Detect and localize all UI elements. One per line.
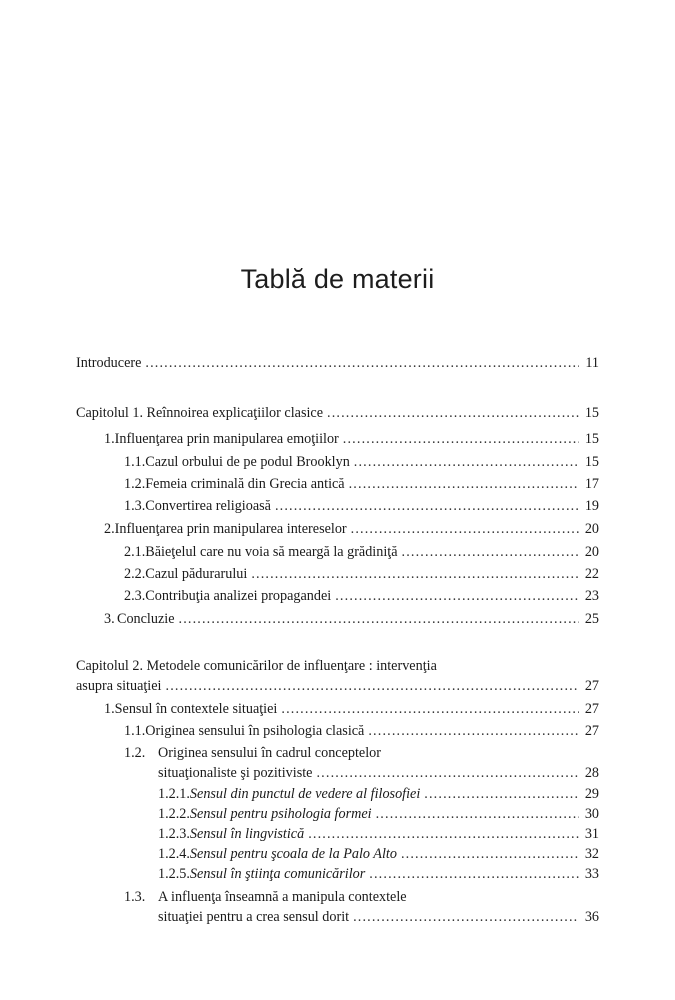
toc-page-number: 15 <box>584 405 599 421</box>
dot-leader <box>402 543 579 561</box>
toc-page-number: 27 <box>584 723 599 739</box>
toc-entry-text: Influenţarea prin manipularea intereselor <box>114 521 347 537</box>
dot-leader <box>281 700 579 718</box>
toc-entry-2-1-1 <box>124 722 599 740</box>
dot-leader <box>275 497 579 515</box>
toc-entry-1-1-1 <box>124 453 599 471</box>
toc-entry-number: 1.2.2. <box>158 806 190 822</box>
toc-page-number: 17 <box>584 476 599 492</box>
toc-entry-text: Originea sensului în psihologia clasică <box>145 723 365 739</box>
toc-page-number: 27 <box>584 701 599 717</box>
toc-entry-number: 3. <box>104 611 115 627</box>
toc-page-number: 15 <box>584 454 599 470</box>
toc-entry-text: Femeia criminală din Grecia antică <box>145 476 345 492</box>
dot-leader <box>343 430 579 448</box>
toc-entry-1-2-3 <box>124 587 599 605</box>
toc-entry-number: 2.1. <box>124 544 146 560</box>
toc-entry-2-1-2-line-1 <box>124 744 599 762</box>
toc-page-number: 31 <box>584 826 599 842</box>
toc-entry-text: situaţionaliste şi pozitiviste <box>158 765 313 781</box>
toc-entry-number: 1.2. <box>124 745 146 761</box>
dot-leader <box>353 908 579 926</box>
toc-entry-number: 1.2. <box>124 476 146 492</box>
toc-entry-number: 2. <box>104 521 115 537</box>
dot-leader <box>327 404 579 422</box>
toc-page-number: 20 <box>584 521 599 537</box>
toc-entry-2-1-2-3 <box>158 825 599 843</box>
toc-entry-text: Sensul pentru psihologia formei <box>189 806 372 822</box>
toc-entry-number: 2.2. <box>124 566 146 582</box>
dot-leader <box>349 475 579 493</box>
toc-entry-1-1-3 <box>124 497 599 515</box>
toc-entry-text: Introducere <box>76 355 142 371</box>
toc-page-number: 27 <box>584 678 599 694</box>
dot-leader <box>145 354 579 372</box>
toc-entry-1-2-2 <box>124 565 599 583</box>
toc-entry-chapter-1 <box>76 404 599 422</box>
toc-entry-2-1-3-line-1 <box>124 888 599 906</box>
toc-page-number: 22 <box>584 566 599 582</box>
toc-page-number: 15 <box>584 431 599 447</box>
toc-entry-number: 1.2.5. <box>158 866 190 882</box>
toc-page-number: 32 <box>584 846 599 862</box>
dot-leader <box>354 453 579 471</box>
toc-entry-text: situaţiei pentru a crea sensul dorit <box>158 909 350 925</box>
toc-entry-text: Convertirea religioasă <box>145 498 271 514</box>
toc-entry-text: Capitolul 1. Reînnoirea explicaţiilor clasice <box>76 405 324 421</box>
dot-leader <box>166 677 580 695</box>
toc-entry-2-1-2 <box>158 764 599 782</box>
toc-entry-1-3 <box>104 610 599 628</box>
toc-entry-number: 1.3. <box>124 498 146 514</box>
dot-leader <box>179 610 579 628</box>
dot-leader <box>369 865 579 883</box>
toc-entry-text: asupra situaţiei <box>76 678 162 694</box>
toc-entry-chapter-2-line-1: Capitolul 2. Metodele comunicărilor de influenţare : intervenţia <box>76 658 437 674</box>
toc-page-number: 33 <box>584 866 599 882</box>
toc-entry-2-1 <box>104 700 599 718</box>
toc-entry-text: Originea sensului în cadrul conceptelor <box>158 745 381 761</box>
toc-entry-number: 1.2.3. <box>158 826 190 842</box>
toc-entry-2-1-2-5 <box>158 865 599 883</box>
toc-page-number: 25 <box>584 611 599 627</box>
dot-leader <box>368 722 579 740</box>
toc-entry-1-1-2 <box>124 475 599 493</box>
page-title: Tablă de materii <box>240 264 435 294</box>
dot-leader <box>401 845 579 863</box>
toc-entry-2-1-2-4 <box>158 845 599 863</box>
toc-page-number: 29 <box>584 786 599 802</box>
toc-entry-2-1-2-2 <box>158 805 599 823</box>
toc-entry-2-1-3 <box>158 908 599 926</box>
toc-entry-chapter-2 <box>76 677 599 695</box>
dot-leader <box>424 785 579 803</box>
toc-page-number: 30 <box>584 806 599 822</box>
toc-entry-text: Băieţelul care nu voia să meargă la grădiniţă <box>145 544 398 560</box>
toc-page-number: 28 <box>584 765 599 781</box>
toc-entry-text: A influenţa înseamnă a manipula contextele <box>158 889 407 905</box>
dot-leader <box>316 764 579 782</box>
toc-entry-text: Cazul pădurarului <box>145 566 248 582</box>
toc-entry-text: Sensul din punctul de vedere al filosofiei <box>189 786 421 802</box>
dot-leader <box>308 825 579 843</box>
toc-entry-number: 1.1. <box>124 454 146 470</box>
toc-entry-number: 2.3. <box>124 588 146 604</box>
toc-entry-text: Sensul în contextele situaţiei <box>114 701 278 717</box>
toc-entry-text: Concluzie <box>116 611 175 627</box>
toc-entry-text: Influenţarea prin manipularea emoţiilor <box>114 431 339 447</box>
toc-page-number: 11 <box>585 355 599 371</box>
toc-entry-number: 1.2.1. <box>158 786 190 802</box>
dot-leader <box>251 565 579 583</box>
toc-entry-2-1-2-1 <box>158 785 599 803</box>
toc-entry-number: 1.3. <box>124 889 146 905</box>
toc-page-number: 19 <box>584 498 599 514</box>
toc-page-number: 20 <box>584 544 599 560</box>
toc-entry-text: Contribuţia analizei propagandei <box>145 588 332 604</box>
toc-entry-1-1 <box>104 430 599 448</box>
toc-entry-text: Sensul în lingvistică <box>189 826 305 842</box>
toc-entry-text: Sensul în ştiinţa comunicărilor <box>189 866 366 882</box>
dot-leader <box>376 805 579 823</box>
toc-entry-text: Cazul orbului de pe podul Brooklyn <box>145 454 350 470</box>
toc-entry-introducere <box>76 354 599 372</box>
toc-entry-number: 1. <box>104 701 115 717</box>
dot-leader <box>335 587 579 605</box>
toc-entry-number: 1.1. <box>124 723 146 739</box>
dot-leader <box>351 520 579 538</box>
toc-entry-number: 1. <box>104 431 115 447</box>
toc-entry-number: 1.2.4. <box>158 846 190 862</box>
toc-page-number: 36 <box>584 909 599 925</box>
toc-entry-1-2-1 <box>124 543 599 561</box>
toc-page-number: 23 <box>584 588 599 604</box>
toc-entry-1-2 <box>104 520 599 538</box>
toc-entry-text: Sensul pentru şcoala de la Palo Alto <box>189 846 397 862</box>
